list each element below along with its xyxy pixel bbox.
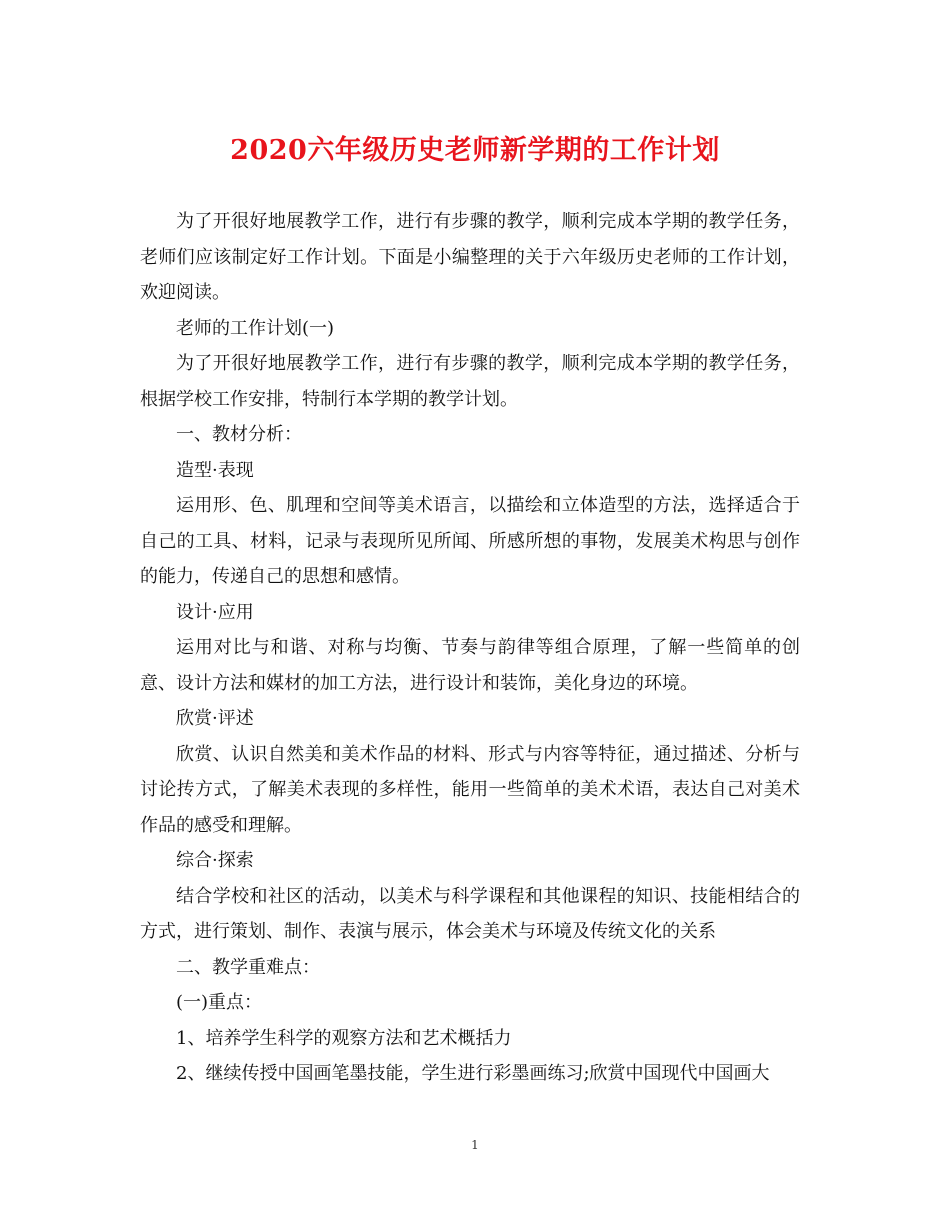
page-number: 1 (471, 1138, 479, 1152)
subsection-heading: 造型·表现 (176, 459, 254, 481)
subsection-heading: 欣赏·评述 (176, 708, 254, 729)
intro-paragraph: 为了开很好地展教学工作，进行有步骤的教学，顺利完成本学期的教学任务，老师们应该制定好工作计划。下面是小编整理的关于六年级历史老师的工作计划，欢迎阅读。 (140, 211, 800, 303)
body-paragraph: 为了开很好地展教学工作，进行有步骤的教学，顺利完成本学期的教学任务，根据学校工作安排，特制行本学期的教学计划。 (140, 353, 800, 410)
list-item: 2、继续传授中国画笔墨技能，学生进行彩墨画练习;欣赏中国现代中国画大 (176, 1063, 770, 1084)
subsection-heading: 综合·探索 (176, 850, 254, 871)
body-paragraph: 结合学校和社区的活动，以美术与科学课程和其他课程的知识、技能相结合的方式，进行策划、制作、表演与展示，体会美术与环境及传统文化的关系 (140, 885, 800, 942)
section-heading: 老师的工作计划(一) (176, 317, 335, 339)
list-item: 1、培养学生科学的观察方法和艺术概括力 (176, 1027, 512, 1049)
subsection-heading: (一)重点： (176, 992, 263, 1013)
section-heading: 二、教学重难点： (176, 956, 320, 978)
section-heading: 一、教材分析： (176, 424, 302, 445)
document-body (140, 204, 800, 1092)
body-paragraph: 运用形、色、肌理和空间等美术语言，以描绘和立体造型的方法，选择适合于自己的工具、材料，记录与表现所见所闻、所感所想的事物，发展美术构思与创作的能力，传递自己的思想和感情。 (140, 495, 800, 587)
body-paragraph: 欣赏、认识自然美和美术作品的材料、形式与内容等特征，通过描述、分析与讨论抟方式，了解美术表现的多样性，能用一些简单的美术术语，表达自己对美术作品的感受和理解。 (140, 743, 800, 836)
document-title: 2020六年级历史老师新学期的工作计划 (230, 135, 720, 166)
body-paragraph: 运用对比与和谐、对称与均衡、节奏与韵律等组合原理，了解一些简单的创意、设计方法和媒材的加工方法，进行设计和装饰，美化身边的环境。 (140, 637, 800, 694)
subsection-heading: 设计·应用 (176, 601, 254, 623)
